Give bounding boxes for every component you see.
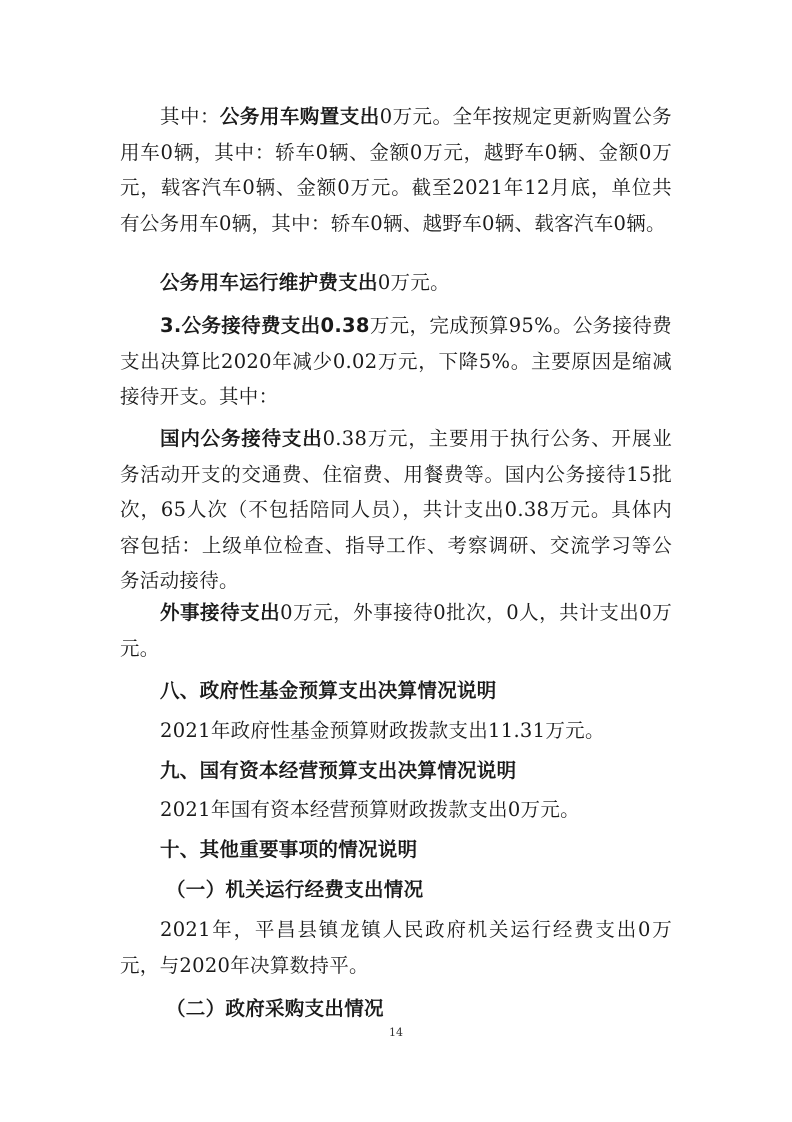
paragraph-bold-label: 公务用车运行维护费支出: [160, 271, 378, 294]
paragraph-domestic-reception: [120, 421, 672, 599]
paragraph-foreign-reception: [120, 595, 672, 666]
paragraph-vehicle-maintenance: [120, 265, 672, 301]
subheading-operating-expense: （一）机关运行经费支出情况: [166, 878, 424, 901]
paragraph-state-capital: 2021年国有资本经营预算财政拨款支出0万元。: [160, 798, 580, 821]
subheading-procurement: （二）政府采购支出情况: [166, 997, 384, 1020]
section-heading-10: 十、其他重要事项的情况说明: [160, 838, 418, 861]
paragraph-operating-expense: 2021年，平昌县镇龙镇人民政府机关运行经费支出0万元，与2020年决算数持平。: [120, 918, 672, 977]
paragraph-bold-label: 3.公务接待费支出0.38: [160, 314, 370, 337]
paragraph-bold-label: 公务用车购置支出: [219, 105, 380, 128]
page-number: 14: [389, 1026, 403, 1039]
paragraph-text: 0.38万元，主要用于执行公务、开展业务活动开支的交通费、住宿费、用餐费等。国内公务接待15批次，65人次（不包括陪同人员），共计支出0.38万元。具体内容包括：上级单位检查、指导工作、考察调研、交流学习等公务活动接待。: [120, 427, 673, 592]
paragraph-bold-label: 外事接待支出: [160, 601, 281, 624]
paragraph-text: 0万元，外事接待0批次，0人，共计支出0万元。: [120, 601, 672, 660]
paragraph-vehicle-purchase: [120, 99, 672, 241]
section-heading-9: 九、国有资本经营预算支出决算情况说明: [160, 759, 517, 782]
paragraph-text: 万元，完成预算95%。公务接待费支出决算比2020年减少0.02万元，下降5%。主要原因是缩减接待开支。其中：: [120, 314, 672, 408]
paragraph-text: 0万元。: [377, 271, 450, 294]
paragraph-prefix: 其中：: [160, 105, 220, 128]
paragraph-reception-expense: [120, 308, 672, 415]
section-heading-8: 八、政府性基金预算支出决算情况说明: [160, 679, 497, 702]
paragraph-text: 0万元。全年按规定更新购置公务用车0辆，其中：轿车0辆、金额0万元，越野车0辆、金额0万元，载客汽车0辆、金额0万元。截至2021年12月底，单位共有公务用车0辆，其中：轿车0辆、越野车0辆、载客汽车0辆。: [120, 105, 672, 235]
paragraph-fund-budget: 2021年政府性基金预算财政拨款支出11.31万元。: [160, 719, 605, 742]
paragraph-bold-label: 国内公务接待支出: [160, 427, 323, 450]
